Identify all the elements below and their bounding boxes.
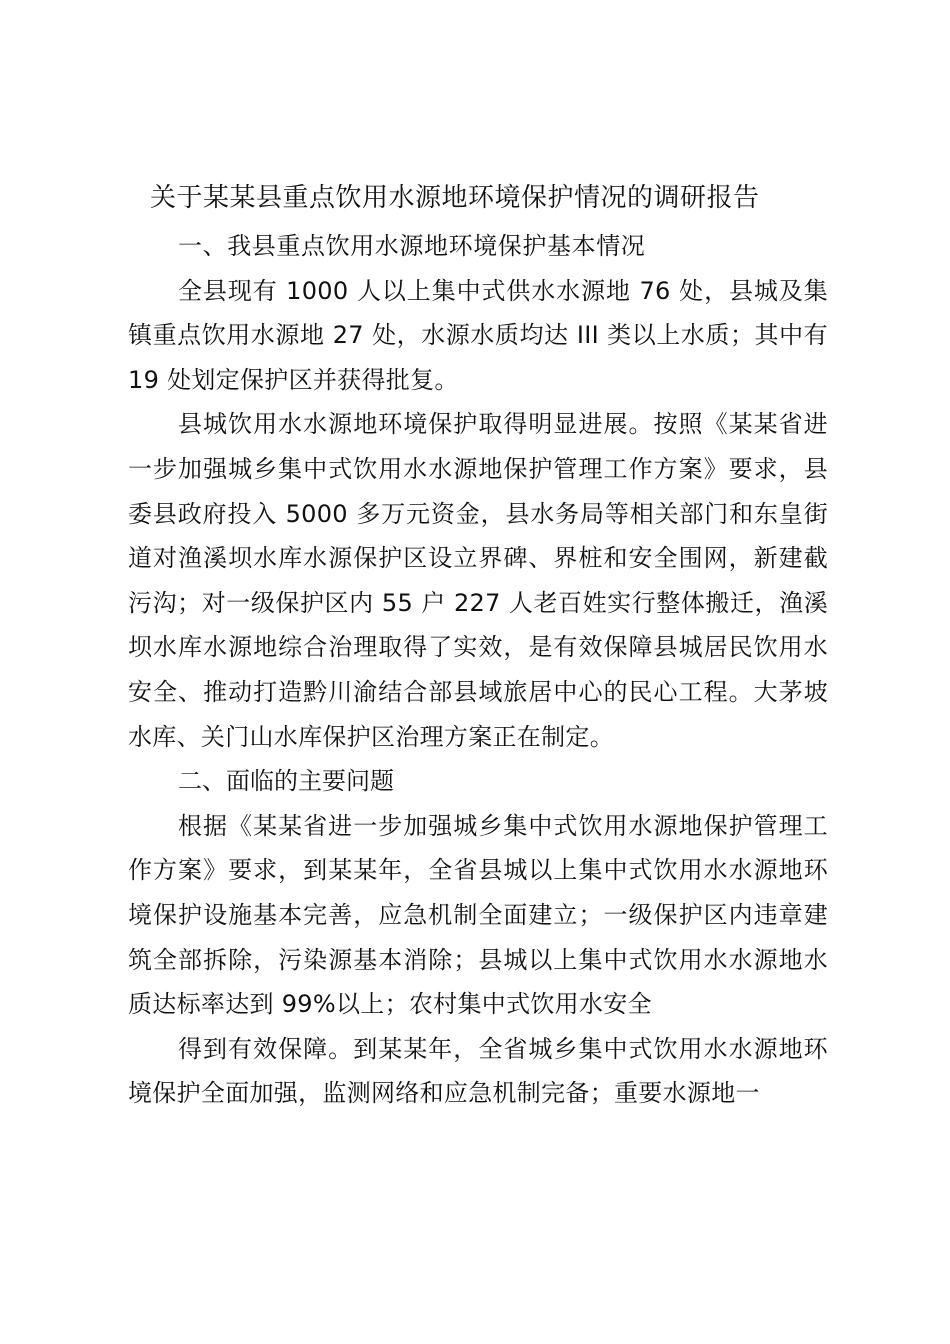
- section-2-paragraph-2: 得到有效保障。到某某年，全省城乡集中式饮用水水源地环境保护全面加强，监测网络和应急机制完备；重要水源地一: [128, 1034, 828, 1108]
- section-2-heading: 二、面临的主要问题: [178, 767, 394, 796]
- document-title: 关于某某县重点饮用水源地环境保护情况的调研报告: [150, 183, 760, 213]
- section-1-paragraph-1: 全县现有 1000 人以上集中式供水水源地 76 处，县城及集镇重点饮用水源地 27 处，水源水质均达 III 类以上水质；其中有 19 处划定保护区并获得批复。: [128, 276, 828, 394]
- section-2-paragraph-1: 根据《某某省进一步加强城乡集中式饮用水源地保护管理工作方案》要求，到某某年，全省县城以上集中式饮用水水源地环境保护设施基本完善，应急机制全面建立；一级保护区内违章建筑全部拆除，污染源基本消除；县城以上集中式饮用水水源地水质达标率达到 99%以上；农村集中式饮用水安全: [128, 811, 828, 1019]
- section-1-heading: 一、我县重点饮用水源地环境保护基本情况: [178, 232, 646, 260]
- section-1-paragraph-2: 县城饮用水水源地环境保护取得明显进展。按照《某某省进一步加强城乡集中式饮用水水源地保护管理工作方案》要求，县委县政府投入 5000 多万元资金，县水务局等相关部门和东皇街道对渔溪坝水库水源保护区设立界碑、界桩和安全围网，新建截污沟；对一级保护区内 55 户 227 人老百姓实行整体搬迁，渔溪坝水库水源地综合治理取得了实效，是有效保障县城居民饮用水安全、推动打造黔川渝结合部县域旅居中心的民心工程。大茅坡水库、关门山水库保护区治理方案正在制定。: [128, 410, 828, 751]
- document-body: [128, 224, 828, 1116]
